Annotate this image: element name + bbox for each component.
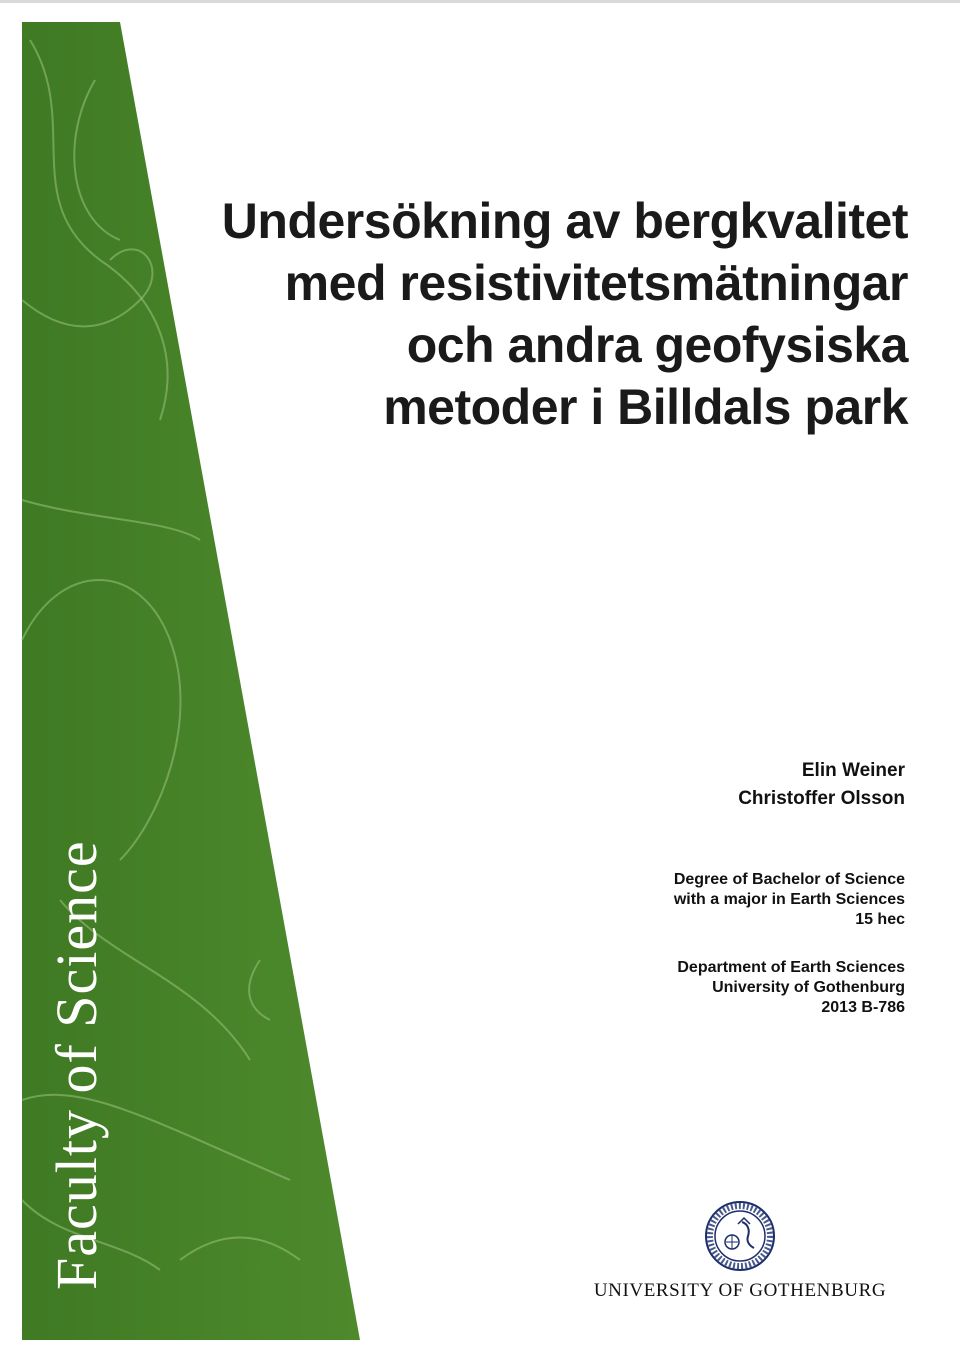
department-line: 2013 B-786 [821, 999, 905, 1016]
department-line: Department of Earth Sciences [677, 959, 905, 976]
authors [738, 757, 905, 813]
title-line: med resistivitetsmätningar [284, 255, 908, 311]
thesis-title [208, 190, 908, 438]
faculty-label: Faculty of Science [44, 840, 109, 1290]
degree-line: Degree of Bachelor of Science [673, 871, 905, 888]
degree-info [674, 870, 905, 930]
title-line: metoder i Billdals park [383, 379, 908, 435]
author-name: Elin Weiner [801, 760, 905, 781]
title-line: Undersökning av bergkvalitet [221, 193, 908, 249]
department-line: University of Gothenburg [712, 979, 905, 996]
author-name: Christoffer Olsson [738, 788, 905, 809]
degree-line: with a major in Earth Sciences [673, 891, 905, 908]
university-seal-icon [704, 1200, 776, 1272]
department-info [677, 958, 905, 1018]
degree-line: 15 hec [855, 911, 905, 928]
title-line: och andra geofysiska [406, 317, 908, 373]
university-name: UNIVERSITY OF GOTHENBURG [593, 1280, 887, 1301]
